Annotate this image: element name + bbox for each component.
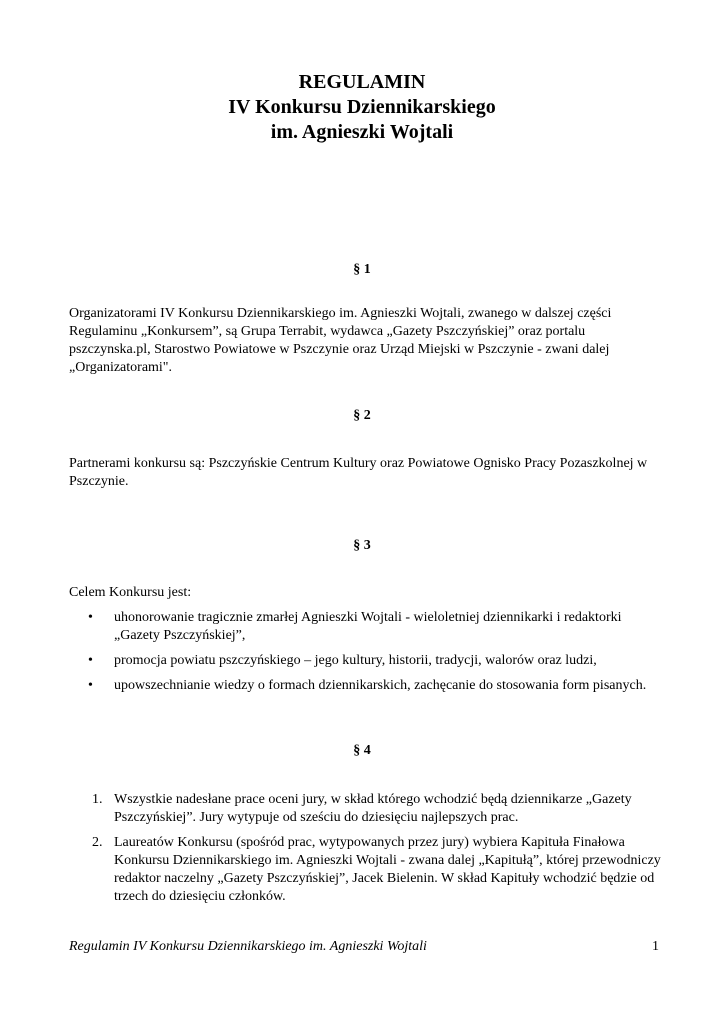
list-number: 2. — [92, 835, 103, 850]
list-item-text: Wszystkie nadesłane prace oceni jury, w skład którego wchodzić będą dziennikarze „Gazety Pszczyńskiej”. Jury wytypuje od sześciu do dziesięciu najlepszych prac. — [114, 792, 632, 825]
list-item-text: uhonorowanie tragicznie zmarłej Agnieszki Wojtali - wieloletniej dziennikarki i redaktorki „Gazety Pszczyńskiej”, — [114, 610, 622, 643]
list-item-text: upowszechnianie wiedzy o formach dziennikarskich, zachęcanie do stosowania form pisanych. — [114, 678, 647, 693]
title-line-1: REGULAMIN — [298, 71, 426, 93]
bullet-marker: • — [88, 610, 93, 625]
bullet-marker: • — [88, 653, 93, 668]
section-2-heading: § 2 — [353, 408, 371, 423]
page-number: 1 — [652, 939, 659, 954]
document-title — [0, 70, 724, 145]
section-4-numbered-list — [69, 791, 669, 913]
section-3-heading: § 3 — [353, 538, 371, 553]
section-1-text: Organizatorami IV Konkursu Dziennikarskiego im. Agnieszki Wojtali, zwanego w dalszej części Regulaminu „Konkursem”, są Grupa Terrabit, wydawca „Gazety Pszczyńskiej” oraz portalu pszczynska.pl, Starostwo Powiatowe w Pszczynie oraz Urząd Miejski w Pszczynie - zwani dalej „Organizatorami". — [69, 306, 612, 375]
list-item — [69, 609, 669, 645]
section-2-text: Partnerami konkursu są: Pszczyńskie Centrum Kultury oraz Powiatowe Ognisko Pracy Pozaszkolnej w Pszczynie. — [69, 456, 648, 489]
page-footer — [69, 938, 659, 956]
list-item — [69, 791, 669, 827]
footer-text: Regulamin IV Konkursu Dziennikarskiego im. Agnieszki Wojtali — [69, 939, 427, 954]
section-3-intro: Celem Konkursu jest: — [69, 585, 192, 600]
section-4-heading: § 4 — [353, 743, 371, 758]
section-3-bullet-list — [69, 609, 669, 702]
list-item-text: Laureatów Konkursu (spośród prac, wytypowanych przez jury) wybiera Kapituła Finałowa Konkursu Dziennikarskiego im. Agnieszki Wojtali - zwana dalej „Kapitułą”, której przewodniczy redaktor naczelny „Gazety Pszczyńskiej”, Jacek Bielenin. W skład Kapituły wchodzić będzie od trzech do dziesięciu członków. — [114, 835, 661, 904]
list-item — [69, 652, 669, 670]
section-1-heading: § 1 — [353, 262, 371, 277]
title-line-3: im. Agnieszki Wojtali — [270, 121, 454, 143]
title-line-2: IV Konkursu Dziennikarskiego — [228, 96, 496, 118]
list-item — [69, 834, 669, 906]
list-item-text: promocja powiatu pszczyńskiego – jego kultury, historii, tradycji, walorów oraz ludzi, — [114, 653, 597, 668]
list-number: 1. — [92, 792, 103, 807]
list-item — [69, 677, 669, 695]
bullet-marker: • — [88, 678, 93, 693]
